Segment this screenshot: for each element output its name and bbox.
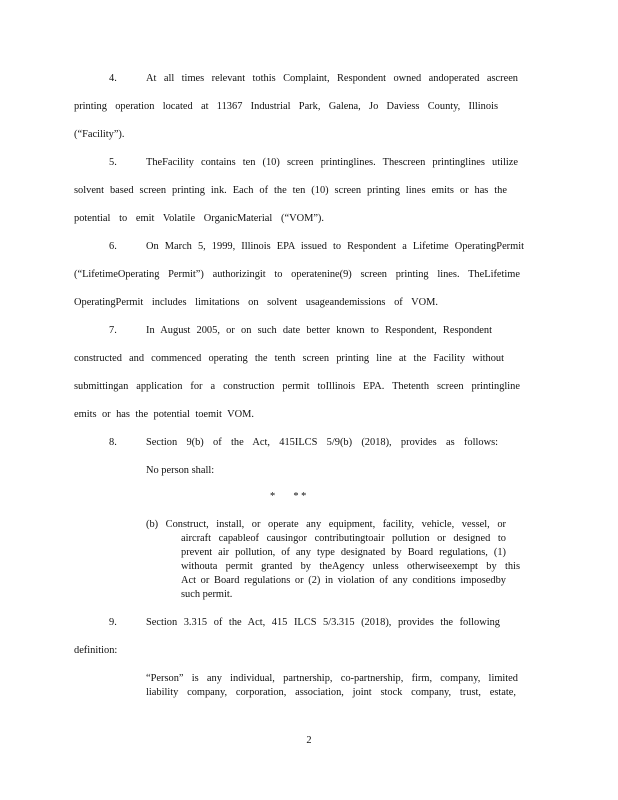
quote-line-4: withouta permit granted by theAgency unless otherwiseexempt by this [181,561,520,572]
paragraph-5-line-2: solvent based screen printing ink. Each of the ten (10) screen printing lines emits or has the [74,185,507,196]
paragraph-6-line-3: OperatingPermit includes limitations on solvent usageandemissions of VOM. [74,297,438,308]
quote-line-2: aircraft capableof causingor contributingtoair pollution or designed to [181,533,506,544]
paragraph-number: 4. [109,73,117,84]
paragraph-7-line-2: constructed and commenced operating the tenth screen printing line at the Facility without [74,353,504,364]
quote-intro: No person shall: [146,465,215,476]
page-number: 2 [306,735,312,746]
paragraph-number: 9. [109,617,117,628]
paragraph-5-line-1: TheFacility contains ten (10) screen printinglines. Thescreen printinglines utilize [146,157,518,168]
paragraph-9-line-1: Section 3.315 of the Act, 415 ILCS 5/3.315 (2018), provides the following [146,617,500,628]
paragraph-4-line-3: (“Facility”). [74,129,125,140]
paragraph-4-line-2: printing operation located at 11367 Industrial Park, Galena, Jo Daviess County, Illinois [74,101,498,112]
paragraph-4-line-1: At all times relevant tothis Complaint, Respondent owned andoperated ascreen [146,73,518,84]
paragraph-number: 7. [109,325,117,336]
paragraph-8-line-1: Section 9(b) of the Act, 415ILCS 5/9(b) (2018), provides as follows: [146,437,498,448]
quote-line-6: such permit. [181,589,233,600]
paragraph-6-line-1: On March 5, 1999, Illinois EPA issued to Respondent a Lifetime OperatingPermit [146,241,524,252]
paragraph-7-line-4: emits or has the potential toemit VOM. [74,409,254,420]
paragraph-number: 8. [109,437,117,448]
ellipsis-marker: * * * [270,491,307,502]
paragraph-5-line-3: potential to emit Volatile OrganicMaterial (“VOM”). [74,213,324,224]
paragraph-7-line-3: submittingan application for a construction permit toIllinois EPA. Thetenth screen printingline [74,381,520,392]
definition-quote-line-1: “Person” is any individual, partnership, co-partnership, firm, company, limited [146,673,518,684]
paragraph-6-line-2: (“LifetimeOperating Permit”) authorizingit to operatenine(9) screen printing lines. TheLifetime [74,269,520,280]
quote-line-1: (b) Construct, install, or operate any equipment, facility, vehicle, vessel, or [146,519,506,530]
paragraph-number: 5. [109,157,117,168]
paragraph-7-line-1: In August 2005, or on such date better known to Respondent, Respondent [146,325,492,336]
paragraph-9-line-2: definition: [74,645,118,656]
quote-line-5: Act or Board regulations or (2) in violation of any conditions imposedby [181,575,506,586]
definition-quote-line-2: liability company, corporation, association, joint stock company, trust, estate, [146,687,516,698]
paragraph-number: 6. [109,241,117,252]
quote-line-3: prevent air pollution, of any type designated by Board regulations, (1) [181,547,506,558]
